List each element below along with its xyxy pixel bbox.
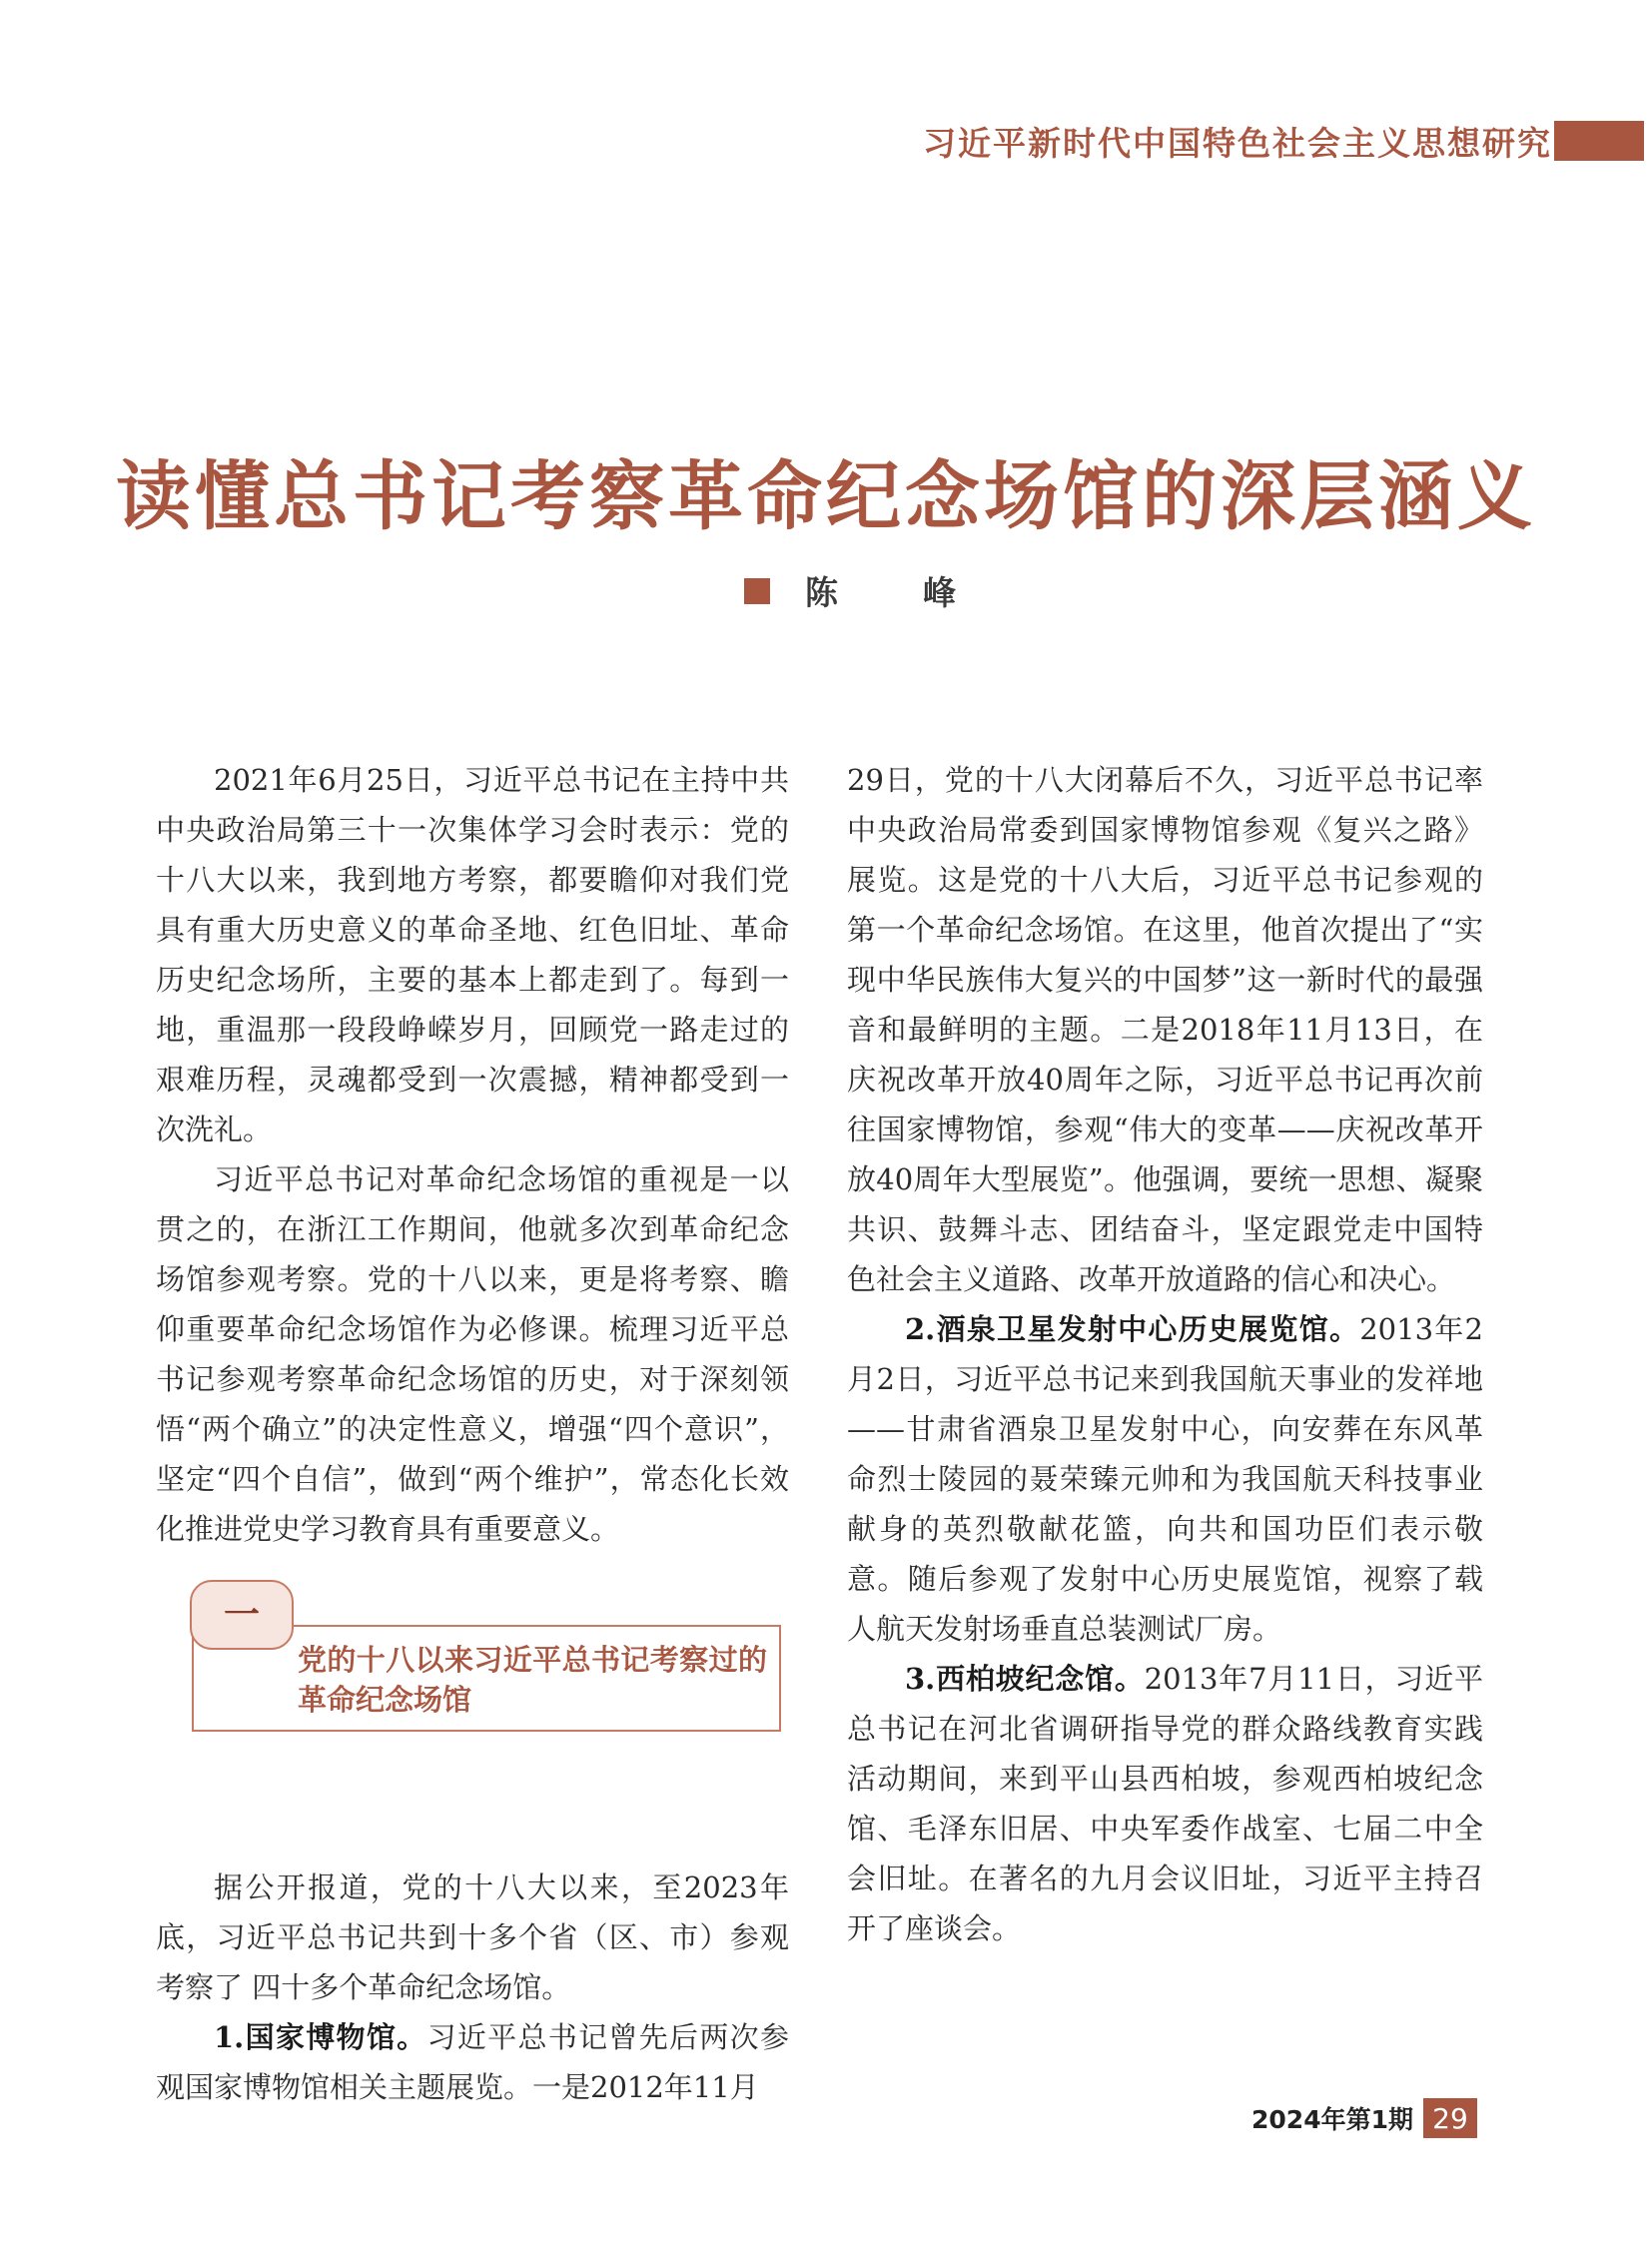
- right-column: [847, 755, 1483, 1953]
- paragraph: 2021年6月25日，习近平总书记在主持中共中央政治局第三十一次集体学习会时表示：党的十八大以来，我到地方考察，都要瞻仰对我们党具有重大历史意义的革命圣地、红色旧址、革命历史纪念场所，主要的基本上都走到了。每到一地，重温那一段段峥嵘岁月，回顾党一路走过的艰难历程，灵魂都受到一次震撼，精神都受到一次洗礼。: [156, 763, 789, 1146]
- left-column: [156, 755, 789, 2112]
- author-byline: [744, 567, 982, 614]
- item-heading: 1.国家博物馆。: [214, 2020, 427, 2054]
- page-footer: [1251, 2098, 1477, 2138]
- author-square-icon: [744, 578, 770, 604]
- page-number: 29: [1423, 2098, 1477, 2138]
- paragraph: [156, 2012, 789, 2112]
- item-heading: 3.西柏坡纪念馆。: [905, 1662, 1145, 1696]
- paragraph: 29日，党的十八大闭幕后不久，习近平总书记率中央政治局常委到国家博物馆参观《复兴之路》展览。这是党的十八大后，习近平总书记参观的第一个革命纪念场馆。在这里，他首次提出了“实现中华民族伟大复兴的中国梦”这一新时代的最强音和最鲜明的主题。二是2018年11月13日，在庆祝改革开放40周年之际，习近平总书记再次前往国家博物馆，参观“伟大的变革——庆祝改革开放40周年大型展览”。他强调，要统一思想、凝聚共识、鼓舞斗志、团结奋斗，坚定跟党走中国特色社会主义道路、改革开放道路的信心和决心。: [847, 763, 1483, 1296]
- item-text: 2013年7月11日，习近平总书记在河北省调研指导党的群众路线教育实践活动期间，来到平山县西柏坡，参观西柏坡纪念馆、毛泽东旧居、中央军委作战室、七届二中全会旧址。在著名的九月会议旧址，习近平主持召开了座谈会。: [847, 1662, 1484, 1945]
- issue-label: 2024年第1期: [1251, 2105, 1413, 2134]
- item-heading: 2.酒泉卫星发射中心历史展览馆。: [905, 1312, 1360, 1346]
- paragraph: [847, 1654, 1483, 1953]
- paragraph: [847, 1304, 1483, 1654]
- section-heading-box: [192, 1580, 781, 1717]
- item-text: 习近平总书记曾先后两次参观国家博物馆相关主题展览。一是2012年11月: [156, 2020, 789, 2104]
- paragraph: 据公开报道，党的十八大以来，至2023年底，习近平总书记共到十多个省（区、市）参观考察了 四十多个革命纪念场馆。: [156, 1870, 789, 2004]
- section-title: 党的十八以来习近平总书记考察过的革命纪念场馆: [298, 1643, 767, 1717]
- header-accent-bar: [1554, 121, 1644, 161]
- item-text: 2013年2月2日，习近平总书记来到我国航天事业的发祥地——甘肃省酒泉卫星发射中心，向安葬在东风革命烈士陵园的聂荣臻元帅和为我国航天科技事业献身的英烈敬献花篮，向共和国功臣们表示敬意。随后参观了发射中心历史展览馆，视察了载人航天发射场垂直总装测试厂房。: [847, 1312, 1483, 1646]
- journal-header: 习近平新时代中国特色社会主义思想研究: [923, 124, 1552, 163]
- author-name: 陈 峰: [805, 573, 982, 612]
- paragraph: 习近平总书记对革命纪念场馆的重视是一以贯之的，在浙江工作期间，他就多次到革命纪念场馆参观考察。党的十八以来，更是将考察、瞻仰重要革命纪念场馆作为必修课。梳理习近平总书记参观考察革命纪念场馆的历史，对于深刻领悟“两个确立”的决定性意义，增强“四个意识”，坚定“四个自信”，做到“两个维护”，常态化长效化推进党史学习教育具有重要意义。: [156, 1162, 789, 1546]
- section-number: 一: [190, 1580, 294, 1650]
- article-title: 读懂总书记考察革命纪念场馆的深层涵义: [115, 452, 1536, 540]
